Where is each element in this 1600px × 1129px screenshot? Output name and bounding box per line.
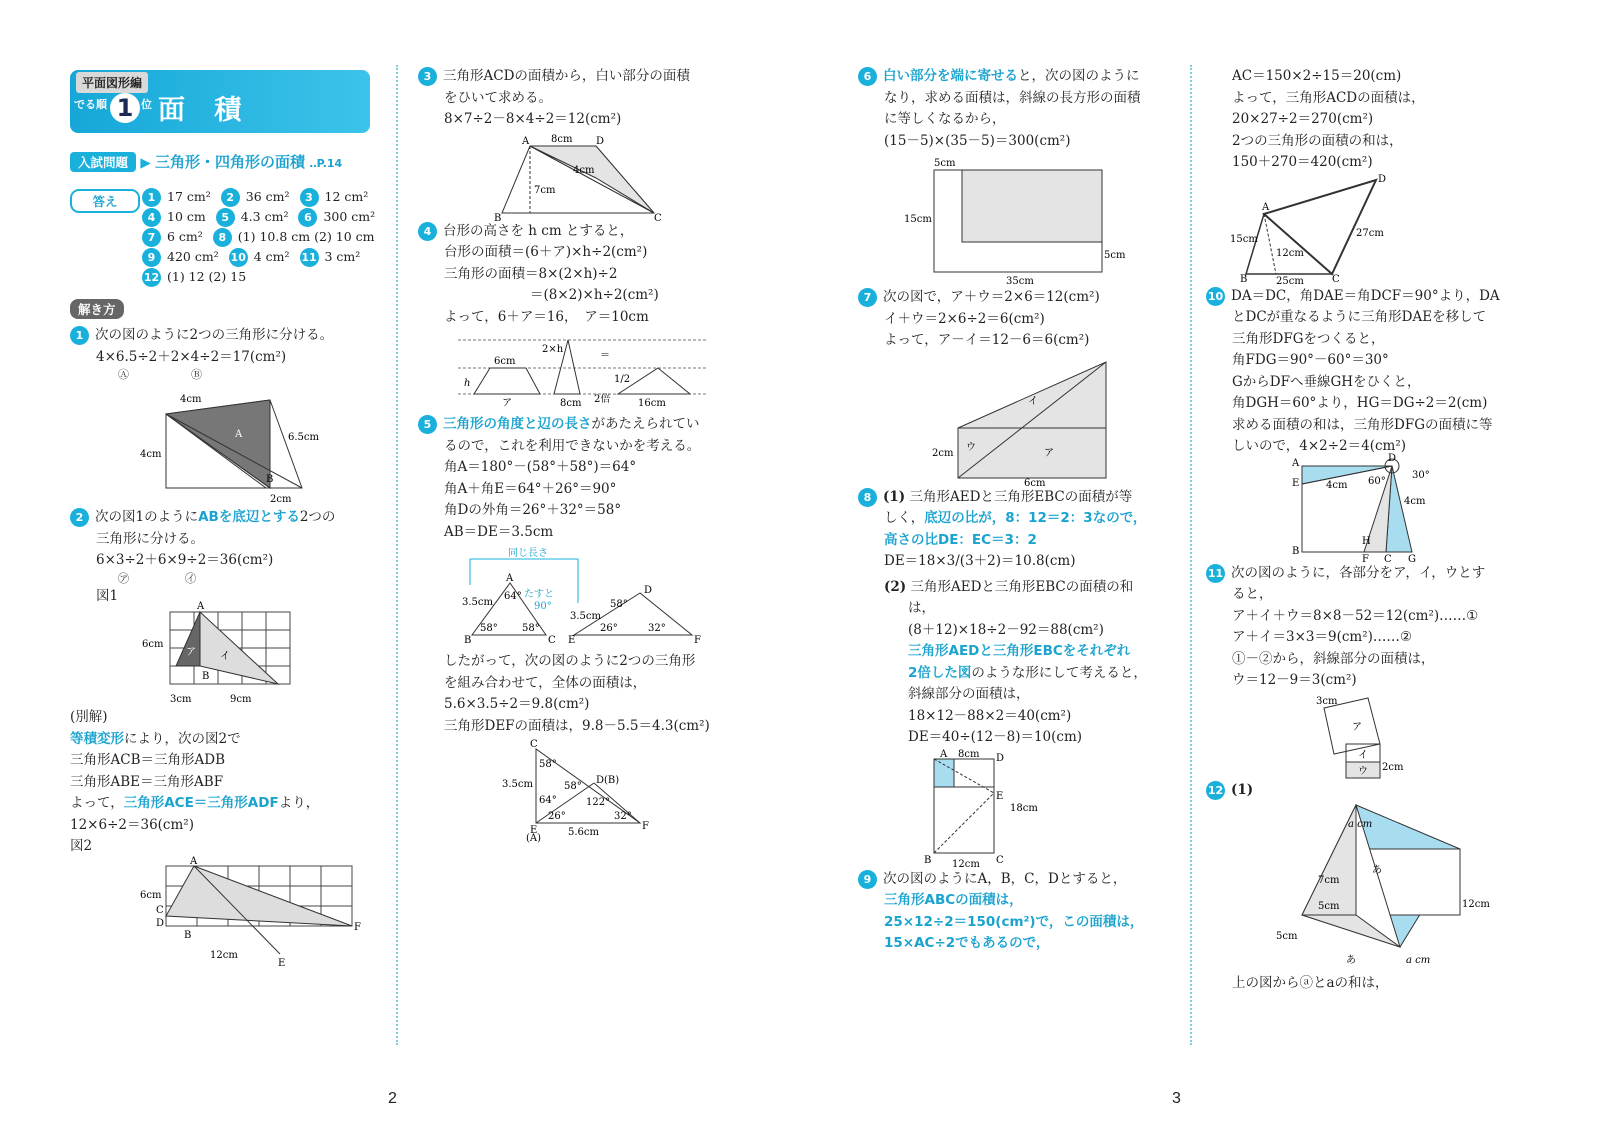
formula: DE＝40÷(12－8)＝10(cm) bbox=[908, 729, 1083, 745]
label: F bbox=[642, 821, 649, 832]
answer-value: 4 cm² bbox=[253, 248, 290, 264]
method-label: 解き方 bbox=[70, 299, 124, 319]
label: B bbox=[924, 854, 932, 866]
text: により，次の図2で bbox=[124, 730, 241, 747]
label: C bbox=[996, 854, 1004, 866]
label: C bbox=[156, 904, 164, 916]
text-line: 求める面積の和は，三角形DFGの面積に等 bbox=[1232, 416, 1493, 433]
highlight: 2倍した図 bbox=[908, 664, 972, 681]
answer-number: 8 bbox=[213, 228, 232, 247]
label: a cm bbox=[1406, 955, 1431, 966]
label: E bbox=[1292, 477, 1300, 489]
text-line: をひいて求める。 bbox=[444, 89, 552, 106]
formula: 12×6÷2＝36(cm²) bbox=[70, 816, 194, 833]
text: があたえられてい bbox=[591, 416, 700, 432]
formula: 角FDG＝90°－60°＝30° bbox=[1232, 352, 1389, 368]
answer-value: 36 cm² bbox=[245, 188, 290, 204]
exam-title: 三角形・四角形の面積 bbox=[155, 153, 306, 171]
text-line: 三角形DFGをつくると， bbox=[1232, 330, 1385, 347]
label: G bbox=[1408, 553, 1416, 565]
highlight: 15×AC÷2でもあるので， bbox=[884, 935, 1050, 951]
formula: イ＋ウ＝2×6÷2＝6(cm²) bbox=[884, 310, 1045, 327]
mark: ㋑ bbox=[185, 571, 196, 585]
answer-value: (1) 10.8 cm (2) 10 cm bbox=[237, 228, 375, 244]
text-line: 上の図からⓐとaの和は， bbox=[1232, 975, 1389, 991]
problem-number: 1 bbox=[70, 326, 89, 345]
sub-number: (1) bbox=[1231, 781, 1254, 798]
label: ウ bbox=[966, 441, 976, 453]
formula: 8×7÷2－8×4÷2＝12(cm²) bbox=[444, 111, 622, 127]
label: 58° bbox=[522, 623, 540, 634]
label: 26° bbox=[548, 811, 566, 822]
formula: よって，ア－イ＝12－6＝6(cm²) bbox=[884, 332, 1090, 348]
label: A bbox=[1262, 201, 1270, 213]
label: 3cm bbox=[170, 694, 192, 705]
label: A bbox=[1292, 457, 1300, 469]
problem-number: 7 bbox=[858, 288, 877, 307]
label: 2×h bbox=[542, 344, 564, 355]
label: ア bbox=[1044, 447, 1054, 459]
label: 4cm bbox=[1326, 479, 1348, 491]
figure-problem-5b bbox=[418, 737, 738, 842]
formula: 三角形DEFの面積は，9.8－5.5＝4.3(cm²) bbox=[444, 717, 710, 734]
label: ＝ bbox=[600, 350, 610, 361]
label: 6.5cm bbox=[288, 432, 319, 443]
column-2 bbox=[418, 66, 738, 842]
text-line: 三角形ACDの面積から，白い部分の面積 bbox=[443, 68, 690, 84]
highlight: 25×12÷2＝150(cm²)で，この面積は， bbox=[884, 913, 1144, 930]
page-number-left: 2 bbox=[388, 1090, 397, 1107]
highlight: 三角形ABCの面積は， bbox=[884, 892, 1023, 908]
problem-number: 11 bbox=[1206, 564, 1225, 583]
exam-page-ref: ‥P.14 bbox=[309, 157, 343, 170]
text-line: 2つの三角形の面積の和は， bbox=[1232, 132, 1403, 149]
label: 3.5cm bbox=[462, 597, 493, 608]
answer-row bbox=[142, 227, 385, 247]
label: 35cm bbox=[1006, 276, 1034, 287]
formula: 台形の面積＝(6＋ア)×h÷2(cm²) bbox=[444, 244, 648, 260]
label: イ bbox=[1358, 749, 1368, 761]
text-line: 三角形ACB＝三角形ADB bbox=[70, 752, 225, 768]
label: C bbox=[1384, 553, 1392, 565]
figure-problem-12 bbox=[1206, 801, 1536, 973]
label: D bbox=[156, 917, 165, 929]
mark: ㋐ bbox=[118, 571, 129, 585]
label: E bbox=[996, 790, 1004, 802]
text: と，次の図のように bbox=[1018, 68, 1140, 84]
label: D bbox=[644, 585, 653, 596]
label: ア bbox=[186, 647, 196, 658]
label: B bbox=[184, 929, 192, 941]
label: ウ bbox=[1358, 765, 1368, 777]
label: 7cm bbox=[534, 184, 556, 196]
label: 58° bbox=[610, 599, 628, 610]
label: 2cm bbox=[932, 447, 954, 459]
formula: (8＋12)×18÷2－92＝88(cm²) bbox=[908, 621, 1104, 638]
label: C bbox=[530, 739, 538, 750]
formula: 6×3÷2＋6×9÷2＝36(cm²) bbox=[96, 552, 274, 568]
text: 三角形AEDと三角形EBCの面積が等 bbox=[909, 488, 1133, 505]
formula: 角A＝180°－(58°＋58°)＝64° bbox=[444, 459, 637, 475]
rank-number: 1 bbox=[110, 93, 140, 123]
problem-number: 5 bbox=[418, 415, 437, 434]
highlight: 高さの比DE：EC＝3：2 bbox=[884, 531, 1037, 548]
formula: 5.6×3.5÷2＝9.8(cm²) bbox=[444, 696, 590, 712]
label: F bbox=[1362, 553, 1369, 565]
column-divider bbox=[1190, 65, 1192, 1045]
text-line: とDCが重なるように三角形DAEを移して bbox=[1232, 309, 1487, 325]
rank-suffix: 位 bbox=[141, 98, 152, 111]
text-line: GからDFへ垂線GHをひくと， bbox=[1232, 373, 1421, 390]
label: B bbox=[1240, 273, 1248, 285]
formula: AB＝DE＝3.5cm bbox=[444, 523, 554, 540]
label: 6cm bbox=[1024, 477, 1046, 489]
answer-number: 12 bbox=[142, 268, 161, 287]
label: A bbox=[506, 573, 514, 584]
formula: 4×6.5÷2＋2×4÷2＝17(cm²) bbox=[96, 348, 287, 365]
answer-value: 4.3 cm² bbox=[240, 208, 289, 224]
label: 4cm bbox=[180, 394, 202, 405]
highlight: 底辺の比が，8：12＝2：3なので， bbox=[924, 510, 1147, 526]
text-line: 斜線部分の面積は， bbox=[908, 686, 1030, 702]
problem-number: 3 bbox=[418, 67, 437, 86]
label: A bbox=[940, 748, 948, 760]
label: 58° bbox=[539, 759, 557, 770]
text-line: を組み合わせて，全体の面積は， bbox=[444, 674, 647, 691]
figure-problem-6 bbox=[858, 152, 1178, 287]
label: E bbox=[278, 957, 286, 969]
label: 1/2 bbox=[614, 374, 631, 385]
label: 64° bbox=[539, 795, 557, 806]
label: 8cm bbox=[560, 398, 582, 409]
problem-number: 9 bbox=[858, 870, 877, 889]
label: C bbox=[548, 635, 556, 646]
label: 5cm bbox=[1276, 931, 1298, 942]
text: のような形にして考えると， bbox=[971, 664, 1147, 681]
figure-problem-7 bbox=[858, 352, 1178, 487]
problem-number: 4 bbox=[418, 222, 437, 241]
text-line: したがって，次の図のように2つの三角形 bbox=[444, 653, 696, 669]
text: より， bbox=[278, 795, 320, 811]
label: C bbox=[1332, 273, 1340, 285]
answer-number: 7 bbox=[142, 228, 161, 247]
label: ア bbox=[1352, 721, 1362, 733]
label: 58° bbox=[564, 781, 582, 792]
label: 60° bbox=[1368, 475, 1386, 487]
label: A bbox=[190, 855, 198, 867]
label: 7cm bbox=[1318, 875, 1340, 886]
answer-number: 6 bbox=[298, 208, 317, 227]
highlight: 三角形の角度と辺の長さ bbox=[443, 416, 592, 432]
label: 26° bbox=[600, 623, 618, 634]
text-line: 次の図のようにA，B，C，Dとすると， bbox=[883, 870, 1127, 887]
label: 8cm bbox=[551, 133, 573, 145]
answer-value: 3 cm² bbox=[324, 248, 361, 264]
label: 15cm bbox=[904, 214, 932, 225]
formula: 20×27÷2＝270(cm²) bbox=[1232, 111, 1374, 127]
text-line: DA＝DC，角DAE＝角DCF＝90°より，DA bbox=[1231, 287, 1500, 304]
answer-value: (1) 12 (2) 15 bbox=[167, 268, 247, 284]
answer-value: 12 cm² bbox=[324, 188, 369, 204]
label: 30° bbox=[1412, 469, 1430, 481]
formula: AC＝150×2÷15＝20(cm) bbox=[1232, 68, 1402, 84]
column-divider bbox=[396, 65, 398, 1045]
mark: Ⓑ bbox=[191, 368, 202, 381]
formula: ア＋イ＋ウ＝8×8－52＝12(cm²)……① bbox=[1232, 607, 1479, 624]
formula: 150＋270＝420(cm²) bbox=[1232, 154, 1373, 170]
label: 27cm bbox=[1356, 227, 1384, 239]
answers-label: 答え bbox=[70, 189, 140, 213]
answer-number: 5 bbox=[216, 208, 235, 227]
formula: 三角形の面積＝8×(2×h)÷2 bbox=[444, 265, 618, 282]
problem-number: 6 bbox=[858, 67, 877, 86]
text-line: 次の図のように2つの三角形に分ける。 bbox=[95, 327, 334, 343]
label: h bbox=[464, 378, 471, 389]
figure-label: 図1 bbox=[96, 587, 119, 604]
text-line: 三角形に分ける。 bbox=[96, 530, 204, 547]
label: H bbox=[1362, 535, 1371, 547]
answer-number: 2 bbox=[221, 188, 240, 207]
problem-number: 8 bbox=[858, 488, 877, 507]
formula: ア＋イ＝3×3＝9(cm²)……② bbox=[1232, 629, 1412, 645]
label: 3cm bbox=[1316, 695, 1338, 707]
answer-number: 1 bbox=[142, 188, 161, 207]
formula: 角Dの外角＝26°＋32°＝58° bbox=[444, 502, 622, 518]
label: イ bbox=[220, 651, 230, 662]
label: 5cm bbox=[934, 158, 956, 169]
text: 三角形AEDと三角形EBCの面積の和 bbox=[910, 578, 1134, 595]
figure-2 bbox=[70, 855, 380, 969]
label: 32° bbox=[648, 623, 666, 634]
label: 4cm bbox=[1404, 495, 1426, 507]
column-4 bbox=[1206, 66, 1536, 995]
label: 12cm bbox=[1276, 247, 1304, 259]
answer-row bbox=[142, 187, 385, 207]
text: 次の図1のように bbox=[95, 509, 199, 525]
text: しく， bbox=[884, 510, 925, 526]
problem-number: 12 bbox=[1206, 781, 1225, 800]
answer-value: 17 cm² bbox=[167, 188, 211, 204]
column-1: 入試問題 ▶ 三角形・四角形の面積 ‥P.14 答え 1 17 cm² 2 36 cm² 3 12 cm² 4 10 cm 5 4.3 cm² 6 300 cm² 7 6 cm² 8 (1) 10.8 cm (2) 10 cm 9 420 cm² 10 4 cm² 11 3 cm² 12 (1) 12 (2) 15 解き方 1 次の図のように2つの三角形に分ける。 4×6.5÷2＋2×4÷2＝17(cm²) Ⓐ Ⓑ 4cm 6.5cm 4cm 2cm A B 2 次の図1のようにABを底辺とする2つの 三角形に分ける。 6×3÷2＋6×9÷2＝36(cm²) ㋐ ㋑ 図1 A B 6cm 3cm 9cm ア イ (別解) 等積変形により，次の図2で 三角形ACB＝三角形ADB 三角形ABE＝三角形ABF よって，三角形ACE＝三角形ADFより， 12×6÷2＝36(cm²) 図2 A C D B F E 6cm 12cm bbox=[70, 152, 380, 968]
label: イ bbox=[1028, 395, 1038, 407]
label: 12cm bbox=[210, 949, 238, 961]
highlight: 白い部分を端に寄せる bbox=[883, 68, 1018, 84]
label: E bbox=[568, 635, 576, 646]
label: 2cm bbox=[270, 494, 292, 505]
formula: (15－5)×(35－5)＝300(cm²) bbox=[884, 132, 1071, 149]
text-line: るので，これを利用できないかを考える。 bbox=[444, 437, 701, 454]
column-3 bbox=[858, 66, 1178, 955]
sub-number: (2) bbox=[884, 578, 907, 595]
page-number-right: 3 bbox=[1172, 1090, 1181, 1107]
answer-number: 3 bbox=[300, 188, 319, 207]
label: あ bbox=[1372, 865, 1382, 876]
label: 同じ長さ bbox=[508, 548, 548, 559]
answer-value: 10 cm bbox=[167, 208, 206, 224]
figure-problem-9 bbox=[1206, 174, 1536, 286]
label: 90° bbox=[534, 601, 552, 612]
label: 25cm bbox=[1276, 275, 1304, 287]
label: 8cm bbox=[958, 748, 980, 760]
label: たすと bbox=[524, 589, 554, 600]
figure-problem-10 bbox=[1206, 452, 1536, 565]
figure-problem-8 bbox=[858, 749, 1178, 869]
problem-number: 2 bbox=[70, 508, 89, 527]
figure-problem-3 bbox=[418, 131, 738, 224]
label: 5cm bbox=[1318, 901, 1340, 912]
label: 2倍 bbox=[594, 394, 611, 405]
label: 18cm bbox=[1010, 802, 1038, 814]
label: 3.5cm bbox=[570, 611, 601, 622]
figure-problem-4 bbox=[418, 328, 738, 408]
label: B bbox=[464, 635, 472, 646]
formula: 角DGH＝60°より，HG＝DG÷2＝2(cm) bbox=[1232, 395, 1488, 411]
answer-value: 420 cm² bbox=[167, 248, 219, 264]
rank-prefix: でる順 bbox=[74, 98, 107, 111]
label: 5cm bbox=[1104, 250, 1126, 261]
answer-row bbox=[142, 247, 385, 267]
text-line: ると， bbox=[1232, 586, 1273, 602]
label: a cm bbox=[1348, 819, 1373, 830]
text-line: 台形の高さを h cm とすると， bbox=[443, 222, 634, 239]
figure-problem-11 bbox=[1206, 692, 1536, 780]
formula: ＝(8×2)×h÷2(cm²) bbox=[530, 287, 659, 303]
label: 3.5cm bbox=[502, 779, 533, 790]
formula: 角A＋角E＝64°＋26°＝90° bbox=[444, 480, 617, 497]
label: 6cm bbox=[142, 639, 164, 650]
formula: しいので，4×2÷2＝4(cm²) bbox=[1232, 438, 1407, 454]
answer-number: 10 bbox=[229, 248, 248, 267]
label: F bbox=[694, 635, 701, 646]
label: D bbox=[1388, 452, 1397, 464]
label: D bbox=[596, 135, 605, 147]
label: 9cm bbox=[230, 694, 252, 705]
figure-label: 図2 bbox=[70, 838, 93, 854]
label: 64° bbox=[504, 591, 522, 602]
label: 58° bbox=[480, 623, 498, 634]
figure-1 bbox=[70, 601, 380, 707]
label: B bbox=[494, 212, 502, 224]
label: 122° bbox=[586, 797, 611, 808]
highlight: ABを底辺とする bbox=[198, 509, 300, 525]
label: D bbox=[996, 752, 1005, 764]
text-line: ①－②から，斜線部分の面積は， bbox=[1232, 650, 1435, 667]
label: 5.6cm bbox=[568, 827, 599, 838]
label: 4cm bbox=[573, 164, 595, 176]
formula: 次の図で，ア＋ウ＝2×6＝12(cm²) bbox=[883, 289, 1100, 305]
label: 32° bbox=[614, 811, 632, 822]
text-line: は， bbox=[908, 600, 935, 616]
label: E bbox=[530, 825, 538, 836]
label: 2cm bbox=[1382, 761, 1404, 773]
label: A bbox=[197, 601, 205, 612]
highlight: 三角形ACE＝三角形ADF bbox=[123, 795, 279, 811]
formula: ウ＝12－9＝3(cm²) bbox=[1232, 672, 1357, 688]
label: C bbox=[654, 212, 662, 224]
label: あ bbox=[1346, 955, 1356, 966]
answer-row bbox=[142, 267, 385, 287]
answers-block bbox=[70, 187, 380, 287]
answer-number: 9 bbox=[142, 248, 161, 267]
label: D bbox=[1378, 173, 1387, 185]
section-tag: 平面図形編 bbox=[76, 72, 148, 93]
exam-label: 入試問題 bbox=[70, 152, 136, 172]
label: (A) bbox=[526, 833, 542, 844]
label: 6cm bbox=[494, 356, 516, 367]
text-line: (別解) bbox=[70, 709, 108, 725]
text-line: よって，三角形ACDの面積は， bbox=[1232, 89, 1425, 106]
label: F bbox=[354, 921, 361, 933]
formula: よって，6＋ア＝16， ア＝10cm bbox=[444, 308, 649, 325]
highlight: 三角形AEDと三角形EBCをそれぞれ bbox=[908, 643, 1131, 659]
label: A bbox=[235, 429, 243, 440]
label: ア bbox=[502, 398, 512, 409]
mark: Ⓐ bbox=[118, 368, 129, 381]
answer-number: 4 bbox=[142, 208, 161, 227]
label: A bbox=[522, 135, 530, 147]
text-line: なり，求める面積は，斜線の長方形の面積 bbox=[884, 89, 1141, 106]
label: 12cm bbox=[1462, 899, 1490, 910]
label: B bbox=[202, 671, 210, 682]
text: よって， bbox=[70, 795, 124, 811]
label: B bbox=[266, 474, 274, 485]
figure-problem-1 bbox=[70, 382, 380, 507]
label: B bbox=[1292, 545, 1300, 557]
formula: 18×12－88×2＝40(cm²) bbox=[908, 707, 1072, 724]
label: 6cm bbox=[140, 889, 162, 901]
figure-problem-5 bbox=[418, 543, 738, 646]
label: 4cm bbox=[140, 449, 162, 460]
answer-value: 300 cm² bbox=[323, 208, 376, 224]
text-line: 次の図のように，各部分をア，イ，ウとす bbox=[1231, 564, 1486, 581]
text-line: に等しくなるから， bbox=[884, 111, 1006, 127]
label: 12cm bbox=[952, 858, 980, 870]
label: 15cm bbox=[1230, 233, 1258, 245]
label: D(B) bbox=[596, 775, 620, 786]
text: 2つの bbox=[299, 509, 336, 525]
chapter-title: 面 積 bbox=[158, 95, 252, 126]
answer-row bbox=[142, 207, 385, 227]
answer-value: 6 cm² bbox=[167, 228, 203, 244]
formula: DE＝18×3/(3＋2)＝10.8(cm) bbox=[884, 553, 1076, 569]
highlight: 等積変形 bbox=[70, 730, 124, 747]
label: 16cm bbox=[638, 398, 666, 409]
answer-number: 11 bbox=[300, 248, 319, 267]
sub-number: (1) bbox=[883, 488, 906, 505]
text-line: 三角形ABE＝三角形ABF bbox=[70, 773, 224, 790]
problem-number: 10 bbox=[1206, 287, 1225, 306]
